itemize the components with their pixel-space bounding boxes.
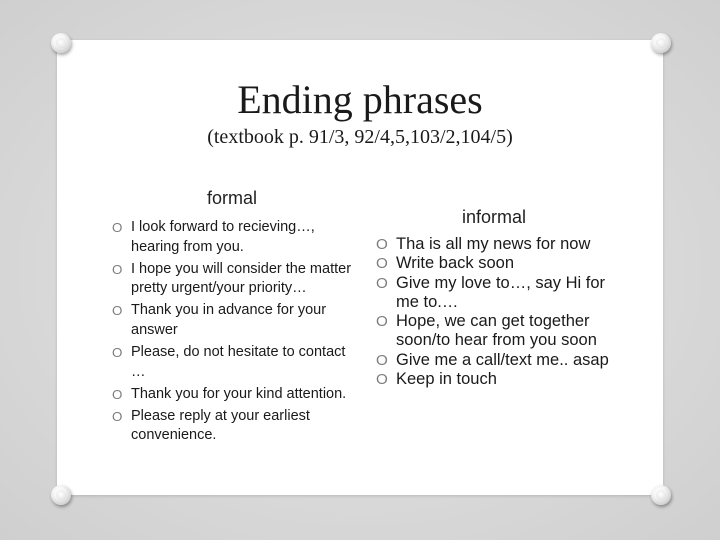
bullet-icon: O: [112, 408, 123, 424]
pushpin-icon: [51, 33, 71, 53]
bullet-icon: O: [376, 351, 388, 369]
bullet-icon: O: [112, 261, 123, 277]
list-item: O Tha is all my news for now: [376, 235, 591, 253]
list-item: O Thank you for your kind attention.: [112, 385, 352, 405]
bullet-icon: O: [112, 386, 123, 402]
bullet-icon: O: [112, 303, 123, 319]
list-item: O Thank you in advance for your answer: [112, 302, 327, 338]
list-item: O Hope, we can get together soon/to hear from you soon: [376, 312, 597, 350]
formal-list: [112, 218, 352, 449]
bullet-icon: O: [376, 236, 388, 253]
informal-heading: informal: [462, 207, 527, 227]
bullet-icon: O: [376, 313, 388, 331]
pushpin-icon: [651, 33, 671, 53]
bullet-icon: O: [112, 220, 123, 235]
list-item: O Please, do not hesitate to contact …: [112, 344, 346, 380]
slide-title: Ending phrases: [237, 77, 483, 122]
list-item: O Please reply at your earliest convenience.: [112, 407, 310, 444]
bullet-icon: O: [112, 345, 123, 361]
list-item: O Give me a call/text me.. asap: [376, 350, 609, 369]
bullet-icon: O: [376, 371, 388, 389]
list-item: O Write back soon: [376, 254, 514, 273]
slide-subtitle: (textbook p. 91/3, 92/4,5,103/2,104/5): [207, 126, 513, 148]
informal-list: [376, 235, 621, 389]
list-item: O I hope you will consider the matter pretty urgent/your priority…: [112, 260, 352, 297]
pushpin-icon: [651, 485, 671, 505]
bullet-icon: O: [376, 255, 388, 273]
pushpin-icon: [51, 485, 71, 505]
list-item: O Keep in touch: [376, 370, 497, 389]
formal-heading: formal: [207, 188, 258, 208]
list-item: O I look forward to recieving…, hearing from you.: [112, 219, 315, 255]
list-item: O Give my love to…, say Hi for me to.…: [376, 273, 606, 311]
bullet-icon: O: [376, 274, 388, 292]
